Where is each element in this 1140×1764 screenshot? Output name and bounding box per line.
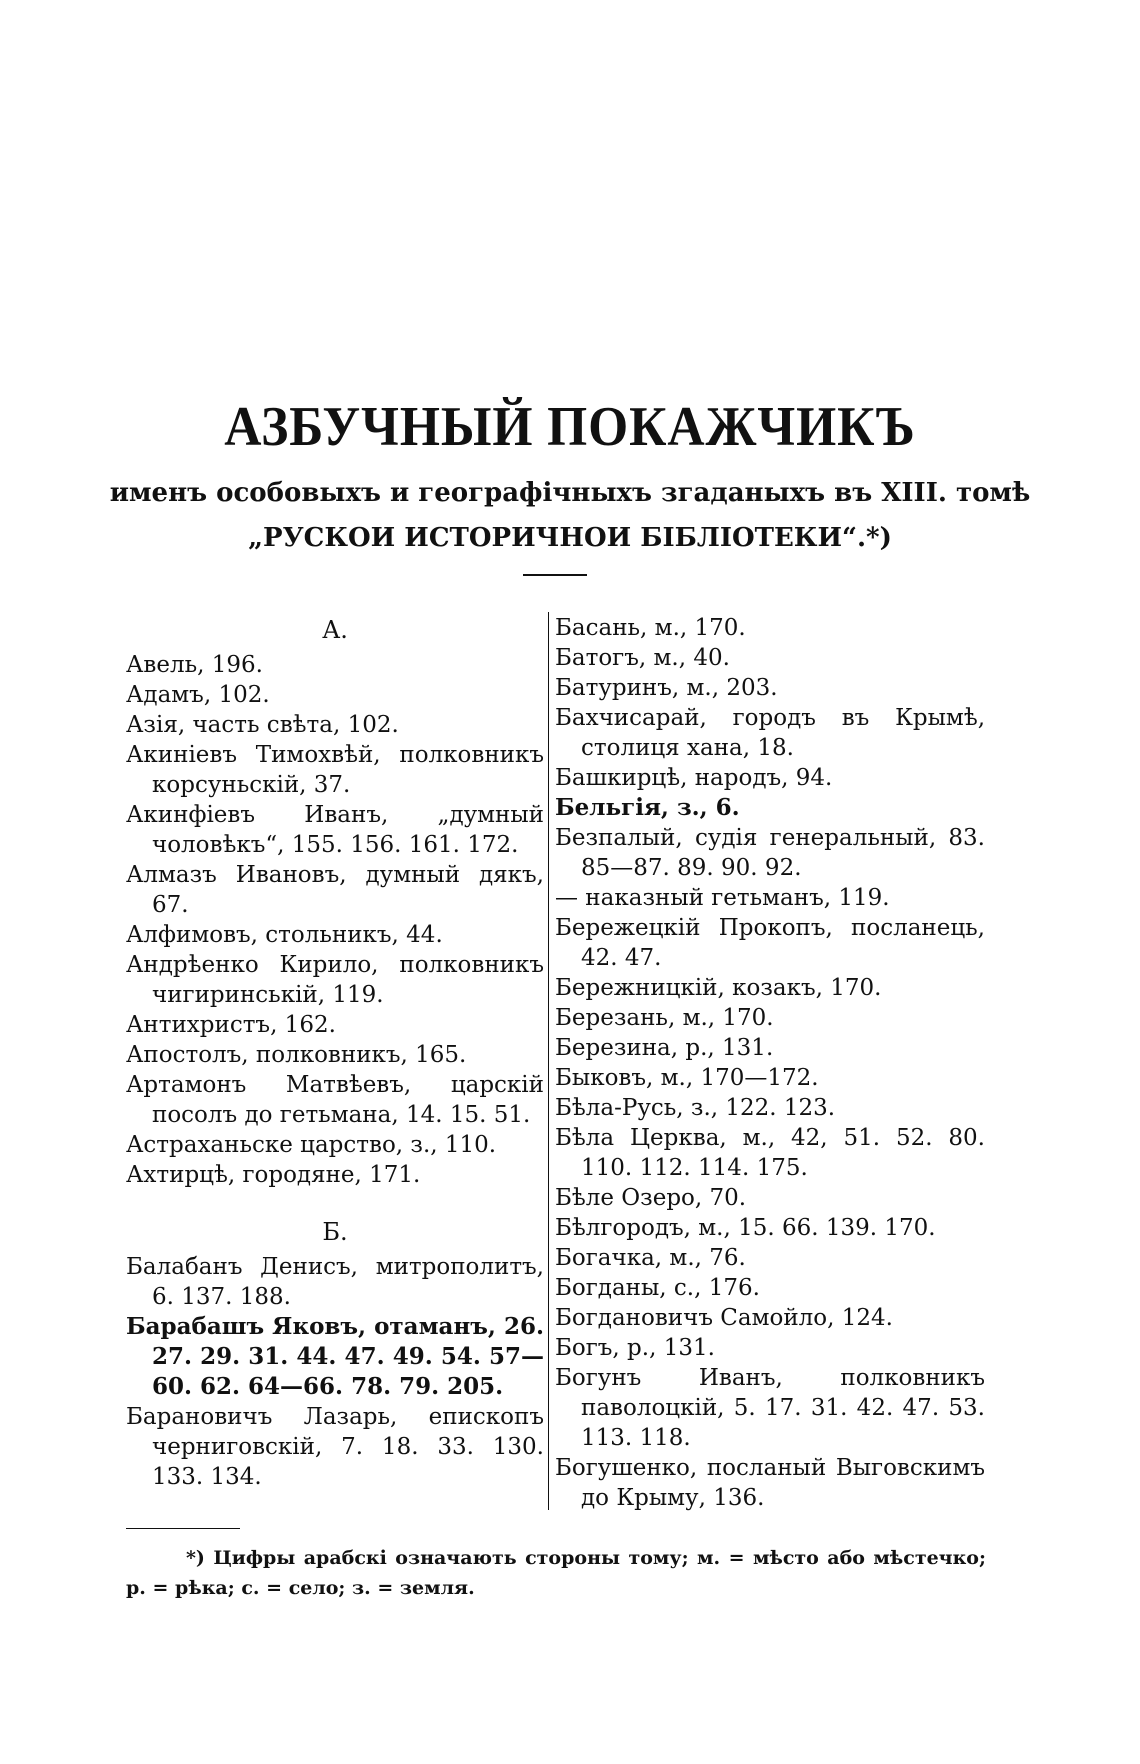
index-entry: Антихристъ, 162. [126, 1012, 336, 1038]
column-divider [548, 612, 549, 1510]
index-entry: Балабанъ Денисъ, митрополитъ, 6. 137. 188. [126, 1254, 544, 1310]
section-gap [126, 1190, 544, 1212]
index-entry: Богданы, с., 176. [555, 1275, 760, 1301]
index-entry: Барабашъ Яковъ, отаманъ, 26. 27. 29. 31. 44. 47. 49. 54. 57—60. 62. 64—66. 78. 79. 205. [126, 1313, 544, 1400]
index-entry: Андрѣенко Кирило, полковникъ чигиринській, 119. [126, 952, 544, 1008]
page-title: АЗБУЧНЫЙ ПОКАЖЧИКЪ [224, 396, 916, 458]
index-entry: Богушенко, посланый Выговскимъ до Крыму, 136. [555, 1455, 985, 1511]
index-entry: Алмазъ Ивановъ, думный дякъ, 67. [126, 862, 544, 918]
page-subtitle-library: „РУСКОИ ИСТОРИЧНОИ БІБЛІОТЕКИ“.*) [248, 523, 892, 553]
index-entry: Алфимовъ, стольникъ, 44. [126, 922, 443, 948]
index-entry: Березина, р., 131. [555, 1035, 774, 1061]
index-entry: Адамъ, 102. [126, 682, 270, 708]
section-heading-a: А. [322, 616, 348, 644]
index-entry: Богунъ Иванъ, полковникъ паволоцкій, 5. 17. 31. 42. 47. 53. 113. 118. [555, 1365, 985, 1451]
index-entry: Бѣле Озеро, 70. [555, 1185, 747, 1211]
index-entry: Безпалый, судія генеральный, 83. 85—87. 89. 90. 92. [555, 825, 985, 881]
index-entry: Богъ, р., 131. [555, 1335, 715, 1361]
index-entry: Акиніевъ Тимохвѣй, полковникъ корсуньскій, 37. [126, 742, 544, 798]
index-entry: Березань, м., 170. [555, 1005, 774, 1031]
index-entry: Бахчисарай, городъ въ Крымѣ, столиця хана, 18. [555, 705, 985, 761]
index-entry: — наказный гетьманъ, 119. [555, 885, 890, 911]
index-entry: Ахтирцѣ, городяне, 171. [126, 1162, 421, 1188]
index-entry: Бѣла Церква, м., 42, 51. 52. 80. 110. 112. 114. 175. [555, 1125, 985, 1181]
index-entry: Батуринъ, м., 203. [555, 675, 778, 701]
page-subtitle: именъ особовыхъ и географічныхъ згаданыхъ въ XIII. томѣ [109, 478, 1031, 508]
index-column-right [555, 613, 985, 1513]
index-entry: Бѣла-Русь, з., 122. 123. [555, 1095, 836, 1121]
index-entry: Басань, м., 170. [555, 615, 746, 641]
index-entry: Бѣлгородъ, м., 15. 66. 139. 170. [555, 1215, 936, 1241]
index-entry: Бельгія, з., 6. [555, 794, 740, 821]
title-divider [523, 574, 587, 576]
index-entry: Барановичъ Лазарь, епископъ черниговскій, 7. 18. 33. 130. 133. 134. [126, 1404, 544, 1490]
index-entry: Азія, часть свѣта, 102. [126, 712, 399, 738]
index-entry: Батогъ, м., 40. [555, 645, 730, 671]
index-entry: Акинфіевъ Иванъ, „думный чоловѣкъ“, 155. 156. 161. 172. [126, 802, 544, 858]
index-entry: Авель, 196. [126, 652, 263, 678]
index-entry: Бережецкій Прокопъ, посланець, 42. 47. [555, 915, 985, 971]
index-entry: Апостолъ, полковникъ, 165. [126, 1042, 467, 1068]
index-entry: Богачка, м., 76. [555, 1245, 746, 1271]
index-entry: Бережницкій, козакъ, 170. [555, 975, 882, 1001]
index-column-left [126, 610, 544, 1492]
section-heading-b: Б. [322, 1218, 348, 1246]
index-entry: Астраханьске царство, з., 110. [126, 1132, 497, 1158]
index-entry: Богдановичъ Самойло, 124. [555, 1305, 893, 1331]
index-entry: Башкирцѣ, народъ, 94. [555, 765, 833, 791]
footnote: *) Цифры арабскі означають стороны тому; м. = мѣсто або мѣстечко; р. = рѣка; с. = село; з. = земля. [126, 1547, 986, 1599]
footnote-divider [126, 1528, 240, 1529]
index-entry: Артамонъ Матвѣевъ, царскій посолъ до гетьмана, 14. 15. 51. [126, 1072, 544, 1128]
index-entry: Быковъ, м., 170—172. [555, 1065, 819, 1091]
